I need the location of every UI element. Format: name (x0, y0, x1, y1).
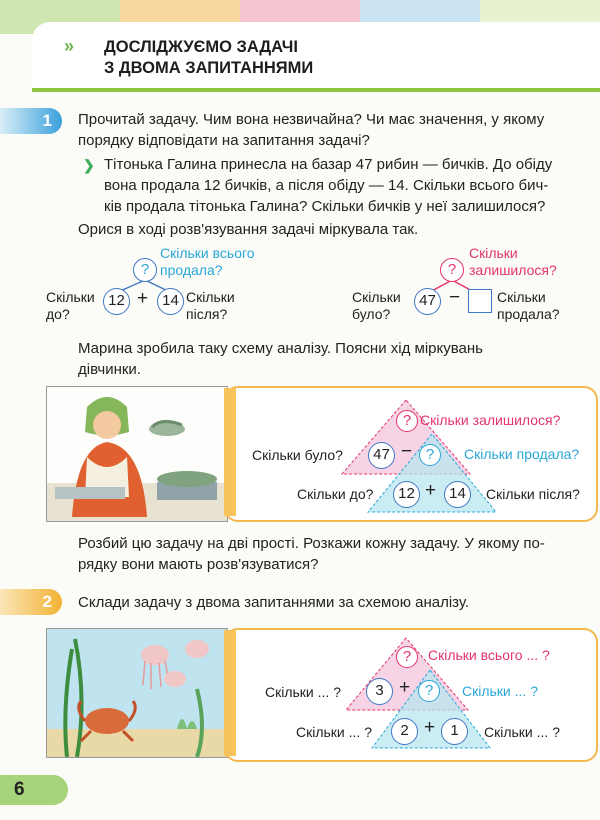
scheme-2-mid-label: Скільки ... ? (462, 683, 538, 699)
right-tree-top-label (469, 245, 557, 279)
task-1-intro-line-1: Прочитай задачу. Чим вона незвичайна? Чи має значення, у якому (78, 111, 545, 128)
task-1-intro (78, 109, 596, 151)
scheme-2-mid-question: ? (418, 680, 440, 702)
scheme-2-top-label: Скільки всього ... ? (428, 647, 550, 663)
problem-line-2: вона продала 12 бичків, а після обіду — 14. Скільки всього бич- (104, 177, 549, 194)
scheme-1-c-circle: 14 (444, 481, 471, 508)
task-2-number: 2 (42, 592, 52, 611)
chevron-right-icon: ❯ (83, 157, 95, 173)
split-line-1: Розбий цю задачу на дві прості. Розкажи кожну задачу. У якому по- (78, 535, 545, 552)
market-woman-illustration (46, 386, 228, 522)
scheme-1-a-circle: 47 (368, 442, 395, 469)
right-tree-left-label (352, 289, 401, 323)
page-title-line-2: З ДВОМА ЗАПИТАННЯМИ (104, 59, 314, 77)
maryna-line-2: дівчинки. (78, 361, 141, 378)
scheme-2-c-circle: 1 (441, 718, 468, 745)
task-1-problem (104, 154, 596, 217)
left-tree-top-label (160, 245, 255, 279)
scheme-box-1-band (224, 388, 236, 516)
left-tree-operator: + (137, 288, 149, 309)
scheme-2-top-question: ? (396, 646, 418, 668)
crab-and-jellyfish-picture (47, 629, 227, 757)
scheme-2-left-label: Скільки ... ? (265, 684, 341, 700)
header-underline (32, 88, 600, 92)
scheme-2-bottom-left-label: Скільки ... ? (296, 724, 372, 740)
task-1-intro-line-2: порядку відповідати на запитання задачі? (78, 132, 370, 149)
maryna-line-1: Марина зробила таку схему аналізу. Поясни хід міркувань (78, 340, 483, 357)
scheme-2-bottom-right-label: Скільки ... ? (484, 724, 560, 740)
right-tree-question-circle: ? (440, 258, 464, 282)
scheme-1-operator-2: + (425, 480, 437, 501)
left-tree-top-label-2: продала? (160, 262, 223, 278)
left-tree-right-label-1: Скільки (186, 289, 235, 305)
right-tree-empty-box (468, 289, 492, 313)
orysia-text: Орися в ході розв'язування задачі міркувала так. (78, 221, 419, 238)
task-2-tab (0, 589, 62, 615)
page-title (104, 37, 313, 79)
split-line-2: рядку вони мають розв'язуватися? (78, 556, 319, 573)
left-tree-a-circle: 12 (103, 288, 130, 315)
scheme-1-left-label: Скільки було? (252, 447, 343, 463)
left-tree-top-label-1: Скільки всього (160, 245, 255, 261)
scheme-1-top-label: Скільки залишилося? (420, 412, 561, 428)
left-tree-left-label (46, 289, 95, 323)
right-tree-a-circle: 47 (414, 288, 441, 315)
sea-illustration (46, 628, 228, 758)
scheme-1-mid-question: ? (419, 444, 441, 466)
scheme-1-mid-label: Скільки продала? (464, 446, 580, 462)
scheme-1-operator: − (401, 441, 413, 462)
left-tree-left-label-2: до? (46, 306, 70, 322)
left-tree-right-label (186, 289, 235, 323)
maryna-text (78, 338, 596, 380)
left-tree-question-circle: ? (133, 258, 157, 282)
left-tree-left-label-1: Скільки (46, 289, 95, 305)
page-number-tab (0, 775, 68, 805)
problem-line-3: ків продала тітонька Галина? Скільки бичків у неї залишилося? (104, 198, 546, 215)
scheme-1-bottom-left-label: Скільки до? (297, 486, 374, 502)
split-task-text (78, 533, 596, 575)
scheme-2-operator: + (399, 677, 411, 698)
right-tree-left-label-1: Скільки (352, 289, 401, 305)
page-title-line-1: ДОСЛІДЖУЄМО ЗАДАЧІ (104, 38, 298, 56)
scheme-1-bottom-right-label: Скільки після? (486, 486, 580, 502)
scheme-2-operator-2: + (424, 717, 436, 738)
right-tree-right-label-1: Скільки (497, 289, 546, 305)
woman-selling-fish-picture (47, 387, 227, 521)
scheme-2-b-circle: 2 (391, 718, 418, 745)
scheme-2-a-circle: 3 (366, 678, 393, 705)
right-tree-left-label-2: було? (352, 306, 391, 322)
double-chevron-icon: » (64, 36, 72, 56)
right-tree-operator: − (449, 287, 461, 308)
problem-line-1: Тітонька Галина принесла на базар 47 рибин — бичків. До обіду (104, 156, 553, 173)
left-tree-right-label-2: після? (186, 306, 228, 322)
scheme-box-2-band (224, 630, 236, 756)
page-number: 6 (14, 779, 25, 800)
task-1-tab (0, 108, 62, 134)
task-1-number: 1 (42, 111, 52, 130)
right-tree-top-label-1: Скільки (469, 245, 518, 261)
scheme-1-top-question: ? (396, 410, 418, 432)
right-tree-right-label (497, 289, 560, 323)
left-tree-b-circle: 14 (157, 288, 184, 315)
right-tree-top-label-2: залишилося? (469, 262, 557, 278)
task-2-text: Склади задачу з двома запитаннями за схемою аналізу. (78, 594, 470, 611)
scheme-1-b-circle: 12 (393, 481, 420, 508)
right-tree-right-label-2: продала? (497, 306, 560, 322)
